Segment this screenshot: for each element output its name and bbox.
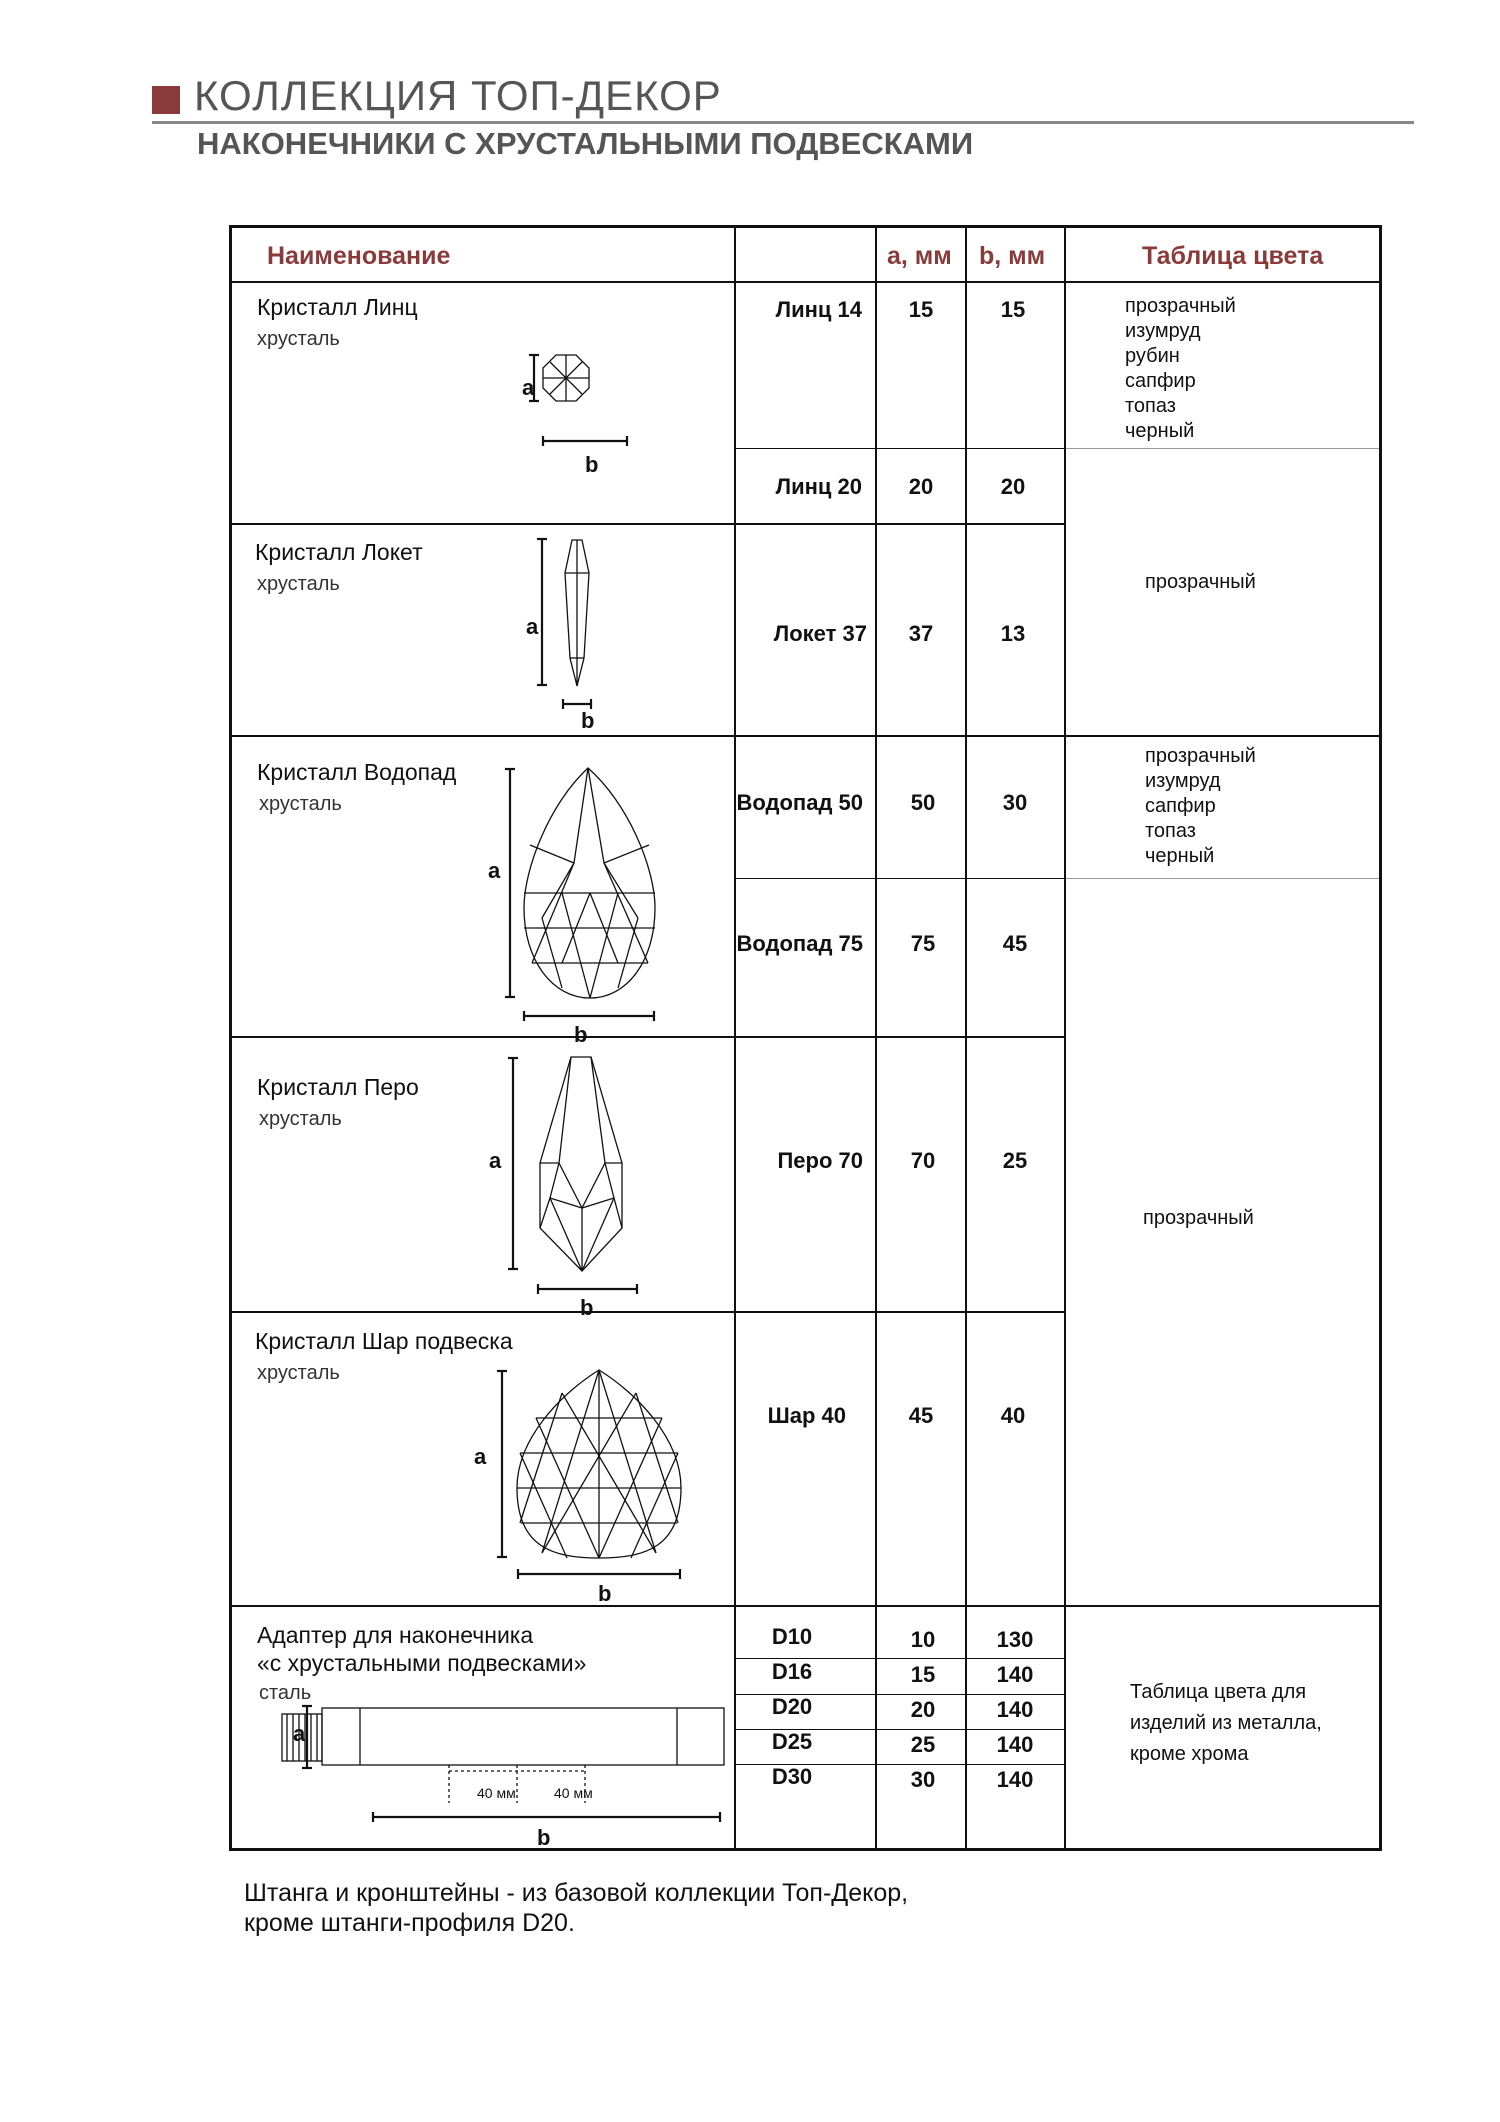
color-item: прозрачный	[1145, 745, 1256, 767]
color-item: топаз	[1125, 395, 1176, 417]
a-cell: 75	[910, 931, 936, 956]
dim-b-label: b	[581, 708, 595, 733]
adapter-code: D16	[771, 1659, 813, 1684]
code-cell: Линц 14	[775, 297, 862, 322]
b-cell: 45	[1002, 931, 1028, 956]
color-item: черный	[1145, 845, 1215, 867]
b-cell: 40	[1000, 1403, 1026, 1428]
dim-a-label: a	[522, 375, 535, 400]
adapter-a: 15	[910, 1662, 936, 1687]
footnote-line: Штанга и кронштейны - из базовой коллекции Топ-Декор,	[244, 1879, 909, 1907]
adapter-name-line2: «с хрустальными подвесками»	[257, 1650, 587, 1676]
product-table	[229, 225, 1382, 1851]
adapter-a: 25	[910, 1732, 936, 1757]
item-material: хрусталь	[257, 573, 340, 595]
color-item: изумруд	[1145, 770, 1221, 792]
dim-b-label: b	[598, 1581, 612, 1606]
adapter-drawing-icon	[282, 1706, 724, 1822]
teardrop-crystal-icon	[505, 768, 655, 1021]
icicle-crystal-icon	[537, 539, 591, 709]
footnote-line: кроме штанги-профиля D20.	[244, 1909, 575, 1937]
b-cell: 25	[1002, 1148, 1028, 1173]
a-cell: 50	[910, 790, 936, 815]
adapter-name-line1: Адаптер для наконечника	[257, 1622, 534, 1648]
feather-crystal-icon	[508, 1057, 637, 1294]
adapter-a: 30	[910, 1767, 936, 1792]
dim-b-label: b	[580, 1295, 594, 1320]
footnote	[244, 1878, 908, 1938]
a-cell: 45	[908, 1403, 934, 1428]
header-colors: Таблица цвета	[1142, 242, 1324, 270]
color-item: прозрачный	[1143, 1207, 1254, 1229]
code-cell: Водопад 75	[736, 931, 863, 956]
item-name-loket: Кристалл Локет	[255, 539, 423, 565]
item-name-pero: Кристалл Перо	[257, 1074, 419, 1100]
crystal-drawings	[232, 228, 1382, 1848]
adapter-b: 130	[996, 1627, 1034, 1652]
item-name-lints: Кристалл Линц	[257, 294, 418, 320]
header-divider	[152, 121, 1414, 124]
a-cell: 70	[910, 1148, 936, 1173]
adapter-code: D20	[771, 1694, 813, 1719]
dim-b-label: b	[585, 452, 599, 477]
adapter-material: сталь	[259, 1682, 312, 1704]
ball-crystal-icon	[497, 1370, 681, 1579]
b-cell: 20	[1000, 474, 1026, 499]
page-subtitle: НАКОНЕЧНИКИ С ХРУСТАЛЬНЫМИ ПОДВЕСКАМИ	[197, 126, 974, 161]
item-name-vodopad: Кристалл Водопад	[257, 759, 457, 785]
item-material: хрусталь	[259, 793, 342, 815]
adapter-code: D25	[771, 1729, 813, 1754]
item-name-shar: Кристалл Шар подвеска	[255, 1328, 513, 1354]
spacing-label: 40 мм	[477, 1785, 516, 1801]
collection-title: КОЛЛЕКЦИЯ ТОП-ДЕКОР	[194, 72, 722, 119]
adapter-b: 140	[996, 1697, 1034, 1722]
item-material: хрусталь	[259, 1108, 342, 1130]
header-b: b, мм	[979, 242, 1046, 270]
a-cell: 20	[908, 474, 934, 499]
b-cell: 15	[1000, 297, 1026, 322]
dim-a-label: a	[526, 614, 539, 639]
adapter-color-note: Таблица цвета для изделий из металла, кроме хрома	[1130, 1681, 1322, 1765]
a-cell: 15	[908, 297, 934, 322]
dim-b-label: b	[574, 1022, 588, 1047]
code-cell: Шар 40	[767, 1403, 846, 1428]
code-cell: Локет 37	[773, 621, 867, 646]
spacing-label: 40 мм	[554, 1785, 593, 1801]
code-cell: Линц 20	[775, 474, 862, 499]
dim-a-label: a	[489, 1148, 502, 1173]
code-cell: Перо 70	[777, 1148, 863, 1173]
color-item: прозрачный	[1145, 571, 1256, 593]
dim-a-label: a	[474, 1444, 487, 1469]
item-material: хрусталь	[257, 1362, 340, 1384]
item-material: хрусталь	[257, 328, 340, 350]
a-cell: 37	[908, 621, 934, 646]
dim-b-label: b	[537, 1825, 551, 1850]
dim-a-label: a	[293, 1721, 306, 1746]
adapter-b: 140	[996, 1662, 1034, 1687]
adapter-b: 140	[996, 1732, 1034, 1757]
b-cell: 30	[1002, 790, 1028, 815]
octagon-crystal-icon	[529, 355, 627, 446]
adapter-code: D30	[771, 1764, 813, 1789]
color-item: топаз	[1145, 820, 1196, 842]
color-item: рубин	[1125, 345, 1180, 367]
color-item: черный	[1125, 420, 1195, 442]
adapter-b: 140	[996, 1767, 1034, 1792]
header-square-icon	[152, 86, 180, 114]
color-item: сапфир	[1125, 370, 1196, 392]
color-item: прозрачный	[1125, 295, 1236, 317]
adapter-code: D10	[771, 1624, 813, 1649]
color-item: сапфир	[1145, 795, 1216, 817]
dim-a-label: a	[488, 858, 501, 883]
code-cell: Водопад 50	[736, 790, 863, 815]
adapter-a: 20	[910, 1697, 936, 1722]
color-item: изумруд	[1125, 320, 1201, 342]
header-name: Наименование	[267, 242, 451, 270]
header-a: a, мм	[887, 242, 952, 270]
b-cell: 13	[1000, 621, 1026, 646]
adapter-a: 10	[910, 1627, 936, 1652]
